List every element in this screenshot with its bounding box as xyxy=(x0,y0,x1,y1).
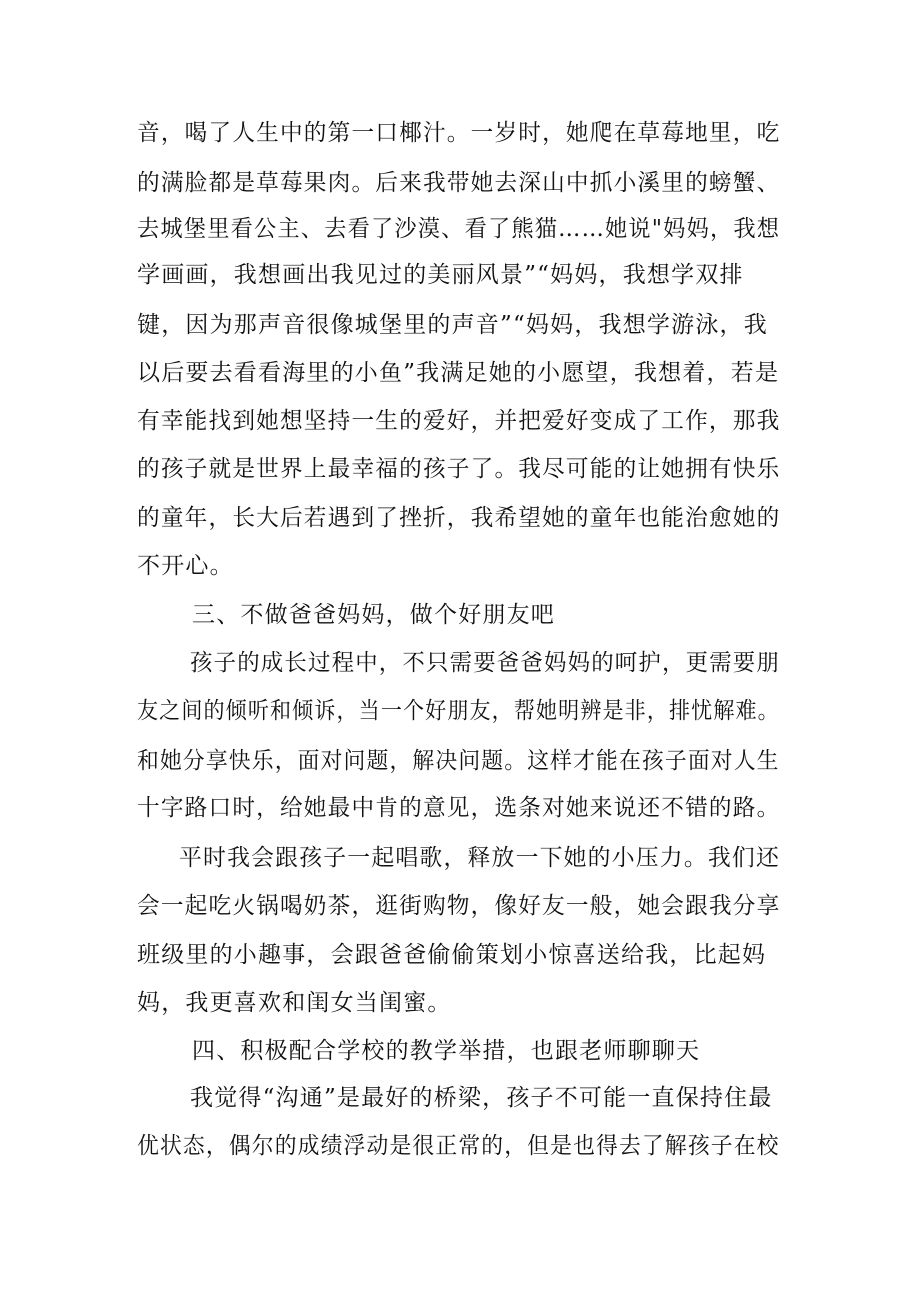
paragraph-line: 孩子的成长过程中，不只需要爸爸妈妈的呵护，更需要朋 xyxy=(190,650,780,676)
paragraph-line: 优状态，偶尔的成绩浮动是很正常的，但是也得去了解孩子在校 xyxy=(137,1133,780,1159)
paragraph-line: 会一起吃火锅喝奶茶，逛街购物，像好友一般，她会跟我分享 xyxy=(137,893,781,919)
paragraph-line: 和她分享快乐，面对问题，解决问题。这样才能在孩子面对人生 xyxy=(137,748,780,774)
paragraph-line: 不开心。 xyxy=(137,553,234,579)
paragraph-line: 的童年，长大后若遇到了挫折，我希望她的童年也能治愈她的 xyxy=(137,505,781,531)
section-heading: 四、积极配合学校的教学举措，也跟老师聊聊天 xyxy=(192,1038,701,1064)
paragraph-line: 以后要去看看海里的小鱼”我满足她的小愿望，我想着，若是 xyxy=(137,360,780,386)
paragraph-line: 班级里的小趣事，会跟爸爸偷偷策划小惊喜送给我，比起妈 xyxy=(137,942,767,968)
paragraph-line: 的满脸都是草莓果肉。后来我带她去深山中抓小溪里的螃蟹、 xyxy=(137,170,781,196)
paragraph-line: 的孩子就是世界上最幸福的孩子了。我尽可能的让她拥有快乐 xyxy=(137,456,781,482)
paragraph-line: 友之间的倾听和倾诉，当一个好朋友，帮她明辨是非，排忧解难。 xyxy=(137,698,780,724)
paragraph-line: 键，因为那声音很像城堡里的声音”“妈妈，我想学游泳，我 xyxy=(137,312,768,338)
paragraph-line: 我觉得“沟通”是最好的桥梁，孩子不可能一直保持住最 xyxy=(190,1085,773,1111)
paragraph-line: 妈，我更喜欢和闺女当闺蜜。 xyxy=(137,990,452,1016)
paragraph-line: 音，喝了人生中的第一口椰汁。一岁时，她爬在草莓地里，吃 xyxy=(137,120,781,146)
paragraph-line: 学画画，我想画出我见过的美丽风景”“妈妈，我想学双排 xyxy=(137,262,744,288)
section-heading: 三、不做爸爸妈妈，做个好朋友吧 xyxy=(192,602,555,628)
paragraph-line: 平时我会跟孩子一起唱歌，释放一下她的小压力。我们还 xyxy=(179,845,781,871)
paragraph-line: 有幸能找到她想坚持一生的爱好，并把爱好变成了工作，那我 xyxy=(137,408,781,434)
paragraph-line: 十字路口时，给她最中肯的意见，选条对她来说还不错的路。 xyxy=(137,795,781,821)
paragraph-line: 去城堡里看公主、去看了沙漠、看了熊猫……她说"妈妈，我想 xyxy=(137,216,781,242)
